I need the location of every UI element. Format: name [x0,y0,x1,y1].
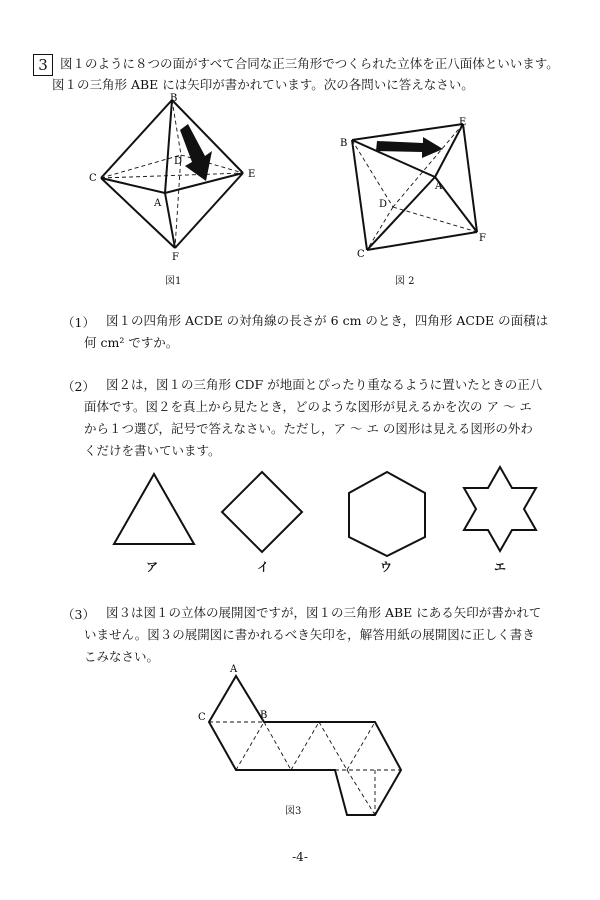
page-number: -4- [292,850,308,864]
choice-e-hexagram-icon [456,462,546,557]
fig1-label-A: A [154,198,162,209]
fig1-label-C: C [89,173,97,184]
figure1-octahedron [88,88,268,288]
fig2-label-D: D [379,199,388,210]
fig2-label-E: E [459,117,467,128]
choice-a-triangle-icon [110,468,200,553]
fig1-label-D: D [174,156,183,167]
choice-e-label: エ [494,560,507,574]
question-2-line-4: くだけを書いています。 [84,443,221,458]
fig2-label-A: A [435,181,443,192]
question-2-line-1: 図２は，図１の三角形 CDF が地面とぴったり重なるように置いたときの正八 [106,377,543,392]
question-3-text [84,602,542,668]
question-3-line-3: こみなさい。 [84,649,160,664]
figure3-net-diagram [195,660,410,825]
intro-line-2: 図１の三角形 ABE には矢印が書かれています。次の各問いに答えなさい。 [52,77,474,92]
fig3-label-B: B [260,710,268,721]
figure1-caption: 図1 [165,276,182,287]
question-2-line-3: から１つ選び，記号で答えなさい。ただし，ア ～ エ の図形は見える図形の外わ [84,421,533,436]
question-2-text [84,374,543,462]
choice-u-label: ウ [380,560,393,574]
fig3-label-C: C [198,712,206,723]
fig3-label-A: A [230,664,238,675]
choice-u-hexagon-icon [342,468,432,558]
figure2-caption: 図 2 [395,276,415,287]
figure1-arrow-icon [180,124,212,181]
question-3-number: （3） [62,607,95,622]
question-2-number: （2） [62,379,95,394]
question-1-line-1: 図１の四角形 ACDE の対角線の長さが 6 cm のとき，四角形 ACDE の面積は [106,313,549,328]
question-1-line-2: 何 cm² ですか。 [84,335,179,350]
question-1-number: （1） [62,315,95,330]
choice-i-square-icon [218,468,308,558]
choice-a-label: ア [146,560,159,574]
fig1-label-F: F [172,252,179,263]
figure2-octahedron [335,112,505,262]
fig2-label-B: B [340,138,348,149]
fig1-label-E: E [248,169,256,180]
fig2-label-F: F [479,233,486,244]
problem-number: 3 [38,56,48,74]
question-1-text [84,310,549,354]
question-3-line-1: 図３は図１の立体の展開図ですが，図１の三角形 ABE にある矢印が書かれて [106,605,542,620]
figure3-caption: 図3 [285,806,302,817]
question-3-line-2: いません。図３の展開図に書かれるべき矢印を，解答用紙の展開図に正しく書き [84,627,535,642]
intro-line-1: 図１のように８つの面がすべて合同な正三角形でつくられた立体を正八面体といいます。 [60,56,559,71]
fig2-label-C: C [357,249,365,260]
problem-number-box [33,54,53,76]
fig1-label-B: B [170,93,178,104]
choice-i-label: イ [257,560,270,574]
question-2-line-2: 面体です。図２を真上から見たとき，どのような図形が見えるかを次の ア ～ エ [84,399,532,414]
